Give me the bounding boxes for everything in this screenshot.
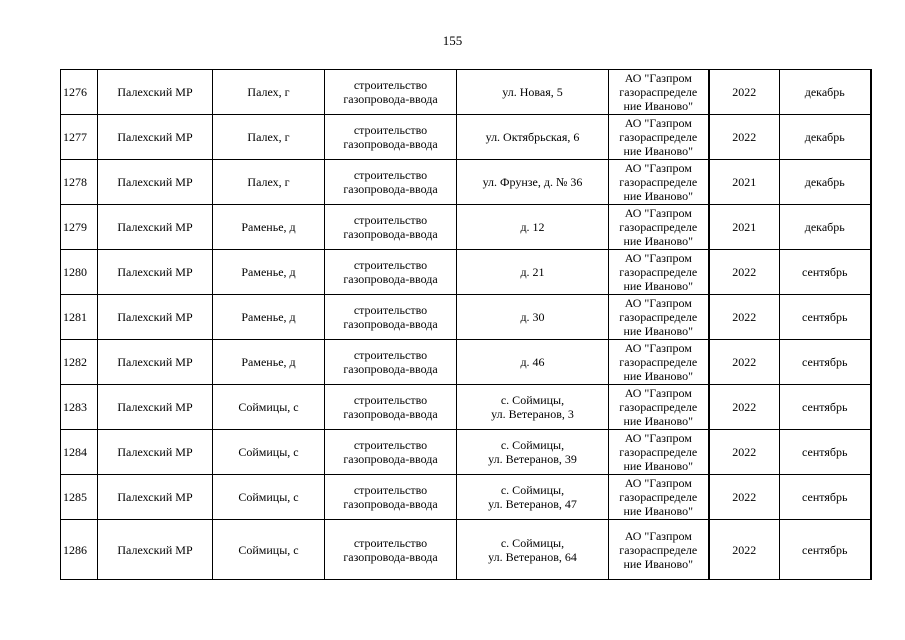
year-cell: 2021 <box>709 205 780 250</box>
year-cell: 2022 <box>709 520 780 580</box>
address-cell: д. 12 <box>457 205 609 250</box>
district-cell: Палехский МР <box>98 430 213 475</box>
month-cell: сентябрь <box>780 250 871 295</box>
work-type-cell: строительство газопровода-ввода <box>325 250 457 295</box>
table-row <box>61 520 871 580</box>
organization-cell: АО "Газпром газораспределе ние Иваново" <box>609 115 709 160</box>
year-cell: 2022 <box>709 430 780 475</box>
settlement-cell: Соймицы, с <box>213 520 325 580</box>
district-cell: Палехский МР <box>98 160 213 205</box>
organization-cell: АО "Газпром газораспределе ние Иваново" <box>609 70 709 115</box>
row-number: 1284 <box>61 430 98 475</box>
district-cell: Палехский МР <box>98 520 213 580</box>
address-cell: д. 46 <box>457 340 609 385</box>
work-type-cell: строительство газопровода-ввода <box>325 295 457 340</box>
month-cell: сентябрь <box>780 340 871 385</box>
table-row <box>61 70 871 115</box>
work-type-cell: строительство газопровода-ввода <box>325 475 457 520</box>
month-cell: сентябрь <box>780 430 871 475</box>
month-cell: сентябрь <box>780 475 871 520</box>
settlement-cell: Палех, г <box>213 160 325 205</box>
district-cell: Палехский МР <box>98 385 213 430</box>
work-type-cell: строительство газопровода-ввода <box>325 205 457 250</box>
settlement-cell: Соймицы, с <box>213 385 325 430</box>
table-row <box>61 295 871 340</box>
address-cell: ул. Фрунзе, д. № 36 <box>457 160 609 205</box>
year-cell: 2022 <box>709 475 780 520</box>
gasification-table <box>60 69 872 580</box>
organization-cell: АО "Газпром газораспределе ние Иваново" <box>609 160 709 205</box>
month-cell: декабрь <box>780 115 871 160</box>
table-row <box>61 160 871 205</box>
year-cell: 2022 <box>709 70 780 115</box>
table-row <box>61 115 871 160</box>
organization-cell: АО "Газпром газораспределе ние Иваново" <box>609 385 709 430</box>
work-type-cell: строительство газопровода-ввода <box>325 115 457 160</box>
table-row <box>61 205 871 250</box>
month-cell: сентябрь <box>780 295 871 340</box>
row-number: 1277 <box>61 115 98 160</box>
row-number: 1282 <box>61 340 98 385</box>
work-type-cell: строительство газопровода-ввода <box>325 340 457 385</box>
district-cell: Палехский МР <box>98 340 213 385</box>
settlement-cell: Раменье, д <box>213 250 325 295</box>
settlement-cell: Раменье, д <box>213 295 325 340</box>
address-cell: д. 30 <box>457 295 609 340</box>
settlement-cell: Палех, г <box>213 70 325 115</box>
organization-cell: АО "Газпром газораспределе ние Иваново" <box>609 295 709 340</box>
district-cell: Палехский МР <box>98 250 213 295</box>
address-cell: ул. Новая, 5 <box>457 70 609 115</box>
district-cell: Палехский МР <box>98 475 213 520</box>
table-row <box>61 340 871 385</box>
district-cell: Палехский МР <box>98 295 213 340</box>
work-type-cell: строительство газопровода-ввода <box>325 160 457 205</box>
address-cell: с. Соймицы, ул. Ветеранов, 3 <box>457 385 609 430</box>
table-row <box>61 385 871 430</box>
year-cell: 2022 <box>709 115 780 160</box>
settlement-cell: Раменье, д <box>213 340 325 385</box>
row-number: 1279 <box>61 205 98 250</box>
district-cell: Палехский МР <box>98 70 213 115</box>
year-cell: 2022 <box>709 340 780 385</box>
year-cell: 2022 <box>709 295 780 340</box>
year-cell: 2021 <box>709 160 780 205</box>
organization-cell: АО "Газпром газораспределе ние Иваново" <box>609 520 709 580</box>
organization-cell: АО "Газпром газораспределе ние Иваново" <box>609 250 709 295</box>
year-cell: 2022 <box>709 385 780 430</box>
address-cell: д. 21 <box>457 250 609 295</box>
district-cell: Палехский МР <box>98 115 213 160</box>
row-number: 1283 <box>61 385 98 430</box>
work-type-cell: строительство газопровода-ввода <box>325 385 457 430</box>
row-number: 1281 <box>61 295 98 340</box>
month-cell: сентябрь <box>780 520 871 580</box>
table-row <box>61 250 871 295</box>
month-cell: декабрь <box>780 205 871 250</box>
settlement-cell: Соймицы, с <box>213 430 325 475</box>
row-number: 1276 <box>61 70 98 115</box>
row-number: 1286 <box>61 520 98 580</box>
settlement-cell: Раменье, д <box>213 205 325 250</box>
year-cell: 2022 <box>709 250 780 295</box>
month-cell: сентябрь <box>780 385 871 430</box>
row-number: 1278 <box>61 160 98 205</box>
organization-cell: АО "Газпром газораспределе ние Иваново" <box>609 430 709 475</box>
work-type-cell: строительство газопровода-ввода <box>325 430 457 475</box>
address-cell: с. Соймицы, ул. Ветеранов, 64 <box>457 520 609 580</box>
table-row <box>61 475 871 520</box>
month-cell: декабрь <box>780 160 871 205</box>
page-number: 155 <box>442 33 463 48</box>
work-type-cell: строительство газопровода-ввода <box>325 70 457 115</box>
address-cell: с. Соймицы, ул. Ветеранов, 47 <box>457 475 609 520</box>
row-number: 1280 <box>61 250 98 295</box>
work-type-cell: строительство газопровода-ввода <box>325 520 457 580</box>
organization-cell: АО "Газпром газораспределе ние Иваново" <box>609 475 709 520</box>
organization-cell: АО "Газпром газораспределе ние Иваново" <box>609 340 709 385</box>
table-row <box>61 430 871 475</box>
organization-cell: АО "Газпром газораспределе ние Иваново" <box>609 205 709 250</box>
address-cell: с. Соймицы, ул. Ветеранов, 39 <box>457 430 609 475</box>
settlement-cell: Палех, г <box>213 115 325 160</box>
row-number: 1285 <box>61 475 98 520</box>
address-cell: ул. Октябрьская, 6 <box>457 115 609 160</box>
month-cell: декабрь <box>780 70 871 115</box>
district-cell: Палехский МР <box>98 205 213 250</box>
settlement-cell: Соймицы, с <box>213 475 325 520</box>
